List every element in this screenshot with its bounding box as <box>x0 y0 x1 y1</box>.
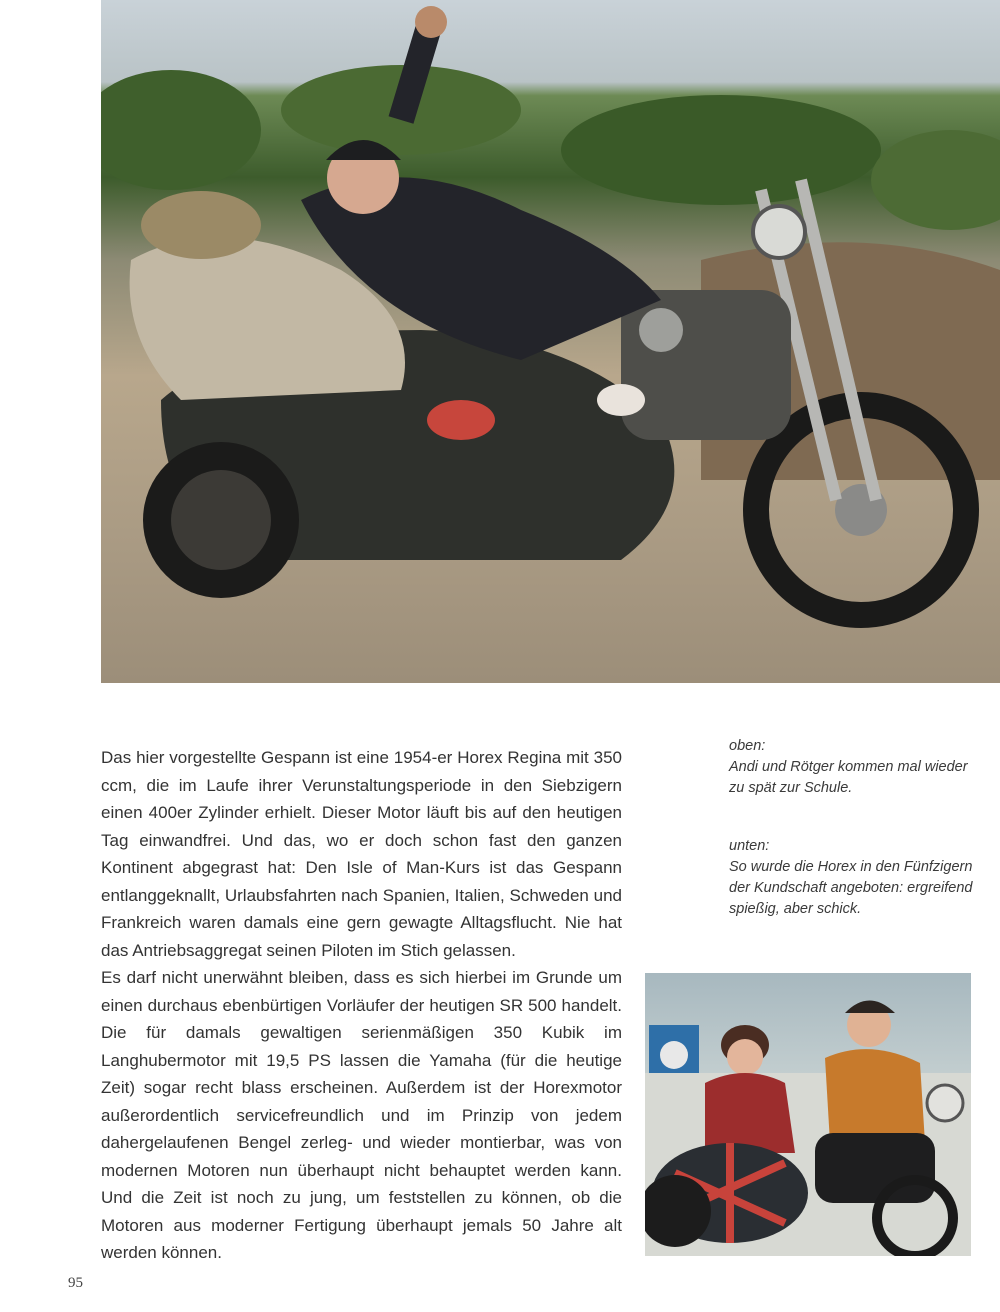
caption-top-text: Andi und Rötger kommen mal wieder zu spät zur Schule. <box>729 759 968 796</box>
caption-bottom-label: unten: <box>729 838 770 854</box>
caption-bottom <box>729 836 979 920</box>
body-paragraph: Das hier vorgestellte Gespann ist eine 1954-er Horex Regina mit 350 ccm, die im Laufe ihrer Verunstaltungsperiode in den Siebzigern einen 400er Zylinder erhielt. Dieser Motor läuft bis auf den heutigen Tag einwandfrei. Und das, wo er doch schon fast den ganzen Kontinent abgegrast hat: Den Isle of Man-Kurs ist das Gespann entlanggeknallt, Urlaubsfahrten nach Spanien, Italien, Schweden und Frankreich waren damals eine gern gewagte Alltagsflucht. Nie hat das Antriebsaggregat seinen Piloten im Stich gelassen. <box>101 748 622 960</box>
photo-top-illustration <box>101 0 1000 683</box>
body-text <box>101 744 622 1267</box>
page-number: 95 <box>68 1275 83 1291</box>
photo-bottom-illustration <box>645 973 971 1256</box>
body-paragraph: Es darf nicht unerwähnt bleiben, dass es sich hierbei im Grunde um einen durchaus ebenbürtigen Vorläufer der heutigen SR 500 handelt. Die für damals gewaltigen serienmäßigen 350 Kubik im Langhubermotor mit 19,5 PS lassen die Yamaha (für die heutige Zeit) sogar recht blass erscheinen. Außerdem ist der Horexmotor außerordentlich servicefreundlich und im Prinzip von jedem dahergelaufenen Bengel zerleg- und wieder montierbar, was von modernen Motoren nun überhaupt nicht behauptet werden kann. Und die Zeit ist noch zu jung, um feststellen zu können, ob die Motoren aus moderner Fertigung überhaupt jemals 50 Jahre alt werden können. <box>101 968 622 1262</box>
caption-bottom-text: So wurde die Horex in den Fünfzigern der Kundschaft angeboten: ergreifend spießig, aber schick. <box>729 859 973 917</box>
caption-top-label: oben: <box>729 738 766 754</box>
photo-top <box>101 0 1000 683</box>
photo-bottom <box>645 973 971 1256</box>
caption-top <box>729 736 979 799</box>
